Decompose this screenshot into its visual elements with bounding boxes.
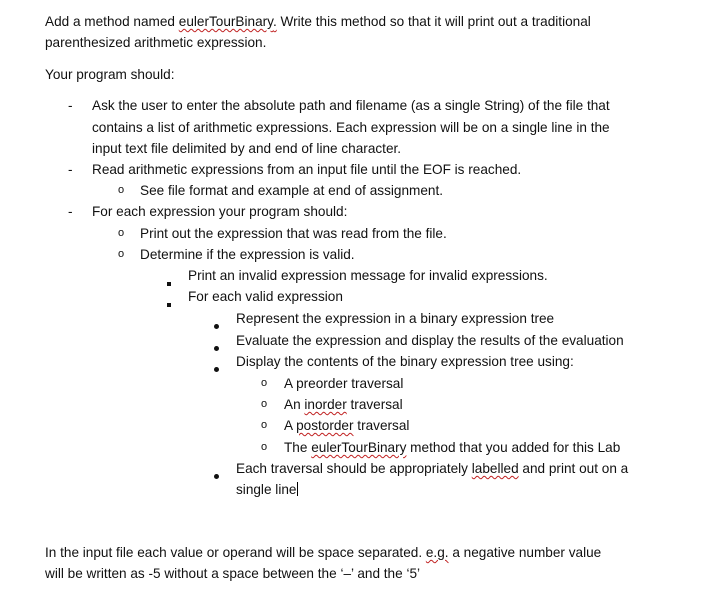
footer-line-2: will be written as -5 without a space between the ‘–’ and the ‘5’ <box>45 566 421 581</box>
item-2-sub-1: See file format and example at end of assignment. <box>140 183 444 198</box>
traversal-text: An <box>284 397 305 412</box>
dot-item-4-line-2 <box>236 481 298 498</box>
intro-line-1 <box>45 13 591 30</box>
intro-text: Add a method named <box>45 14 179 29</box>
item-3-line-1: For each expression your program should: <box>92 204 348 219</box>
traversal-text: A <box>284 418 297 433</box>
dash-bullet: - <box>68 204 73 219</box>
circle-bullet-icon: o <box>261 398 268 410</box>
traversal-word: postorder <box>296 418 354 433</box>
traversal-euler <box>284 439 620 456</box>
item-1-line-3: input text file delimited by and end of line character. <box>92 141 402 156</box>
program-should-heading: Your program should: <box>45 67 175 82</box>
item-3-sub-2: Determine if the expression is valid. <box>140 247 355 262</box>
intro-text-cont: Write this method so that it will print out a traditional <box>276 14 591 29</box>
dot-item-text: single line <box>236 482 297 497</box>
circle-bullet-icon: o <box>261 377 268 389</box>
traversal-text: The <box>284 440 312 455</box>
labelled-word: labelled <box>471 461 519 476</box>
square-bullet-icon <box>167 273 171 290</box>
traversal-preorder: A preorder traversal <box>284 376 404 391</box>
traversal-text: method that you added for this Lab <box>406 440 621 455</box>
item-3-sub-1: Print out the expression that was read from the file. <box>140 226 447 241</box>
dot-item-text: Each traversal should be appropriately <box>236 461 472 476</box>
dot-item-text: and print out on a <box>518 461 629 476</box>
square-bullet-icon <box>167 294 171 311</box>
text-cursor <box>297 482 298 496</box>
intro-period: . <box>272 14 277 29</box>
traversal-word: eulerTourBinary <box>311 440 407 455</box>
dash-bullet: - <box>68 162 73 177</box>
circle-bullet-icon: o <box>118 184 125 196</box>
dot-item-2: Evaluate the expression and display the results of the evaluation <box>236 333 624 348</box>
item-3-subsub-2: For each valid expression <box>188 289 343 304</box>
traversal-text: traversal <box>353 418 410 433</box>
dot-bullet-icon <box>214 466 219 483</box>
dot-bullet-icon <box>214 316 219 333</box>
eg-word: e.g. <box>425 545 449 560</box>
circle-bullet-icon: o <box>118 227 125 239</box>
dot-bullet-icon <box>214 338 219 355</box>
dot-item-1: Represent the expression in a binary expression tree <box>236 311 555 326</box>
method-name: eulerTourBinary <box>178 14 273 29</box>
footer-text: In the input file each value or operand will be space separated. <box>45 545 426 560</box>
circle-bullet-icon: o <box>118 248 125 260</box>
circle-bullet-icon: o <box>261 441 268 453</box>
dot-item-3: Display the contents of the binary expression tree using: <box>236 354 574 369</box>
intro-line-2: parenthesized arithmetic expression. <box>45 35 267 50</box>
footer-line-1 <box>45 544 601 561</box>
dot-bullet-icon <box>214 359 219 376</box>
item-1-line-1: Ask the user to enter the absolute path and filename (as a single String) of the file that <box>92 98 610 113</box>
item-1-line-2: contains a list of arithmetic expressions. Each expression will be on a single line in the <box>92 120 610 135</box>
traversal-text: traversal <box>346 397 403 412</box>
dot-item-4-line-1 <box>236 460 628 477</box>
item-2-line-1: Read arithmetic expressions from an input file until the EOF is reached. <box>92 162 522 177</box>
traversal-word: inorder <box>304 397 347 412</box>
traversal-inorder <box>284 396 403 413</box>
footer-text: a negative number value <box>448 545 602 560</box>
circle-bullet-icon: o <box>261 419 268 431</box>
traversal-postorder <box>284 417 409 434</box>
item-3-subsub-1: Print an invalid expression message for invalid expressions. <box>188 268 548 283</box>
dash-bullet: - <box>68 98 73 113</box>
